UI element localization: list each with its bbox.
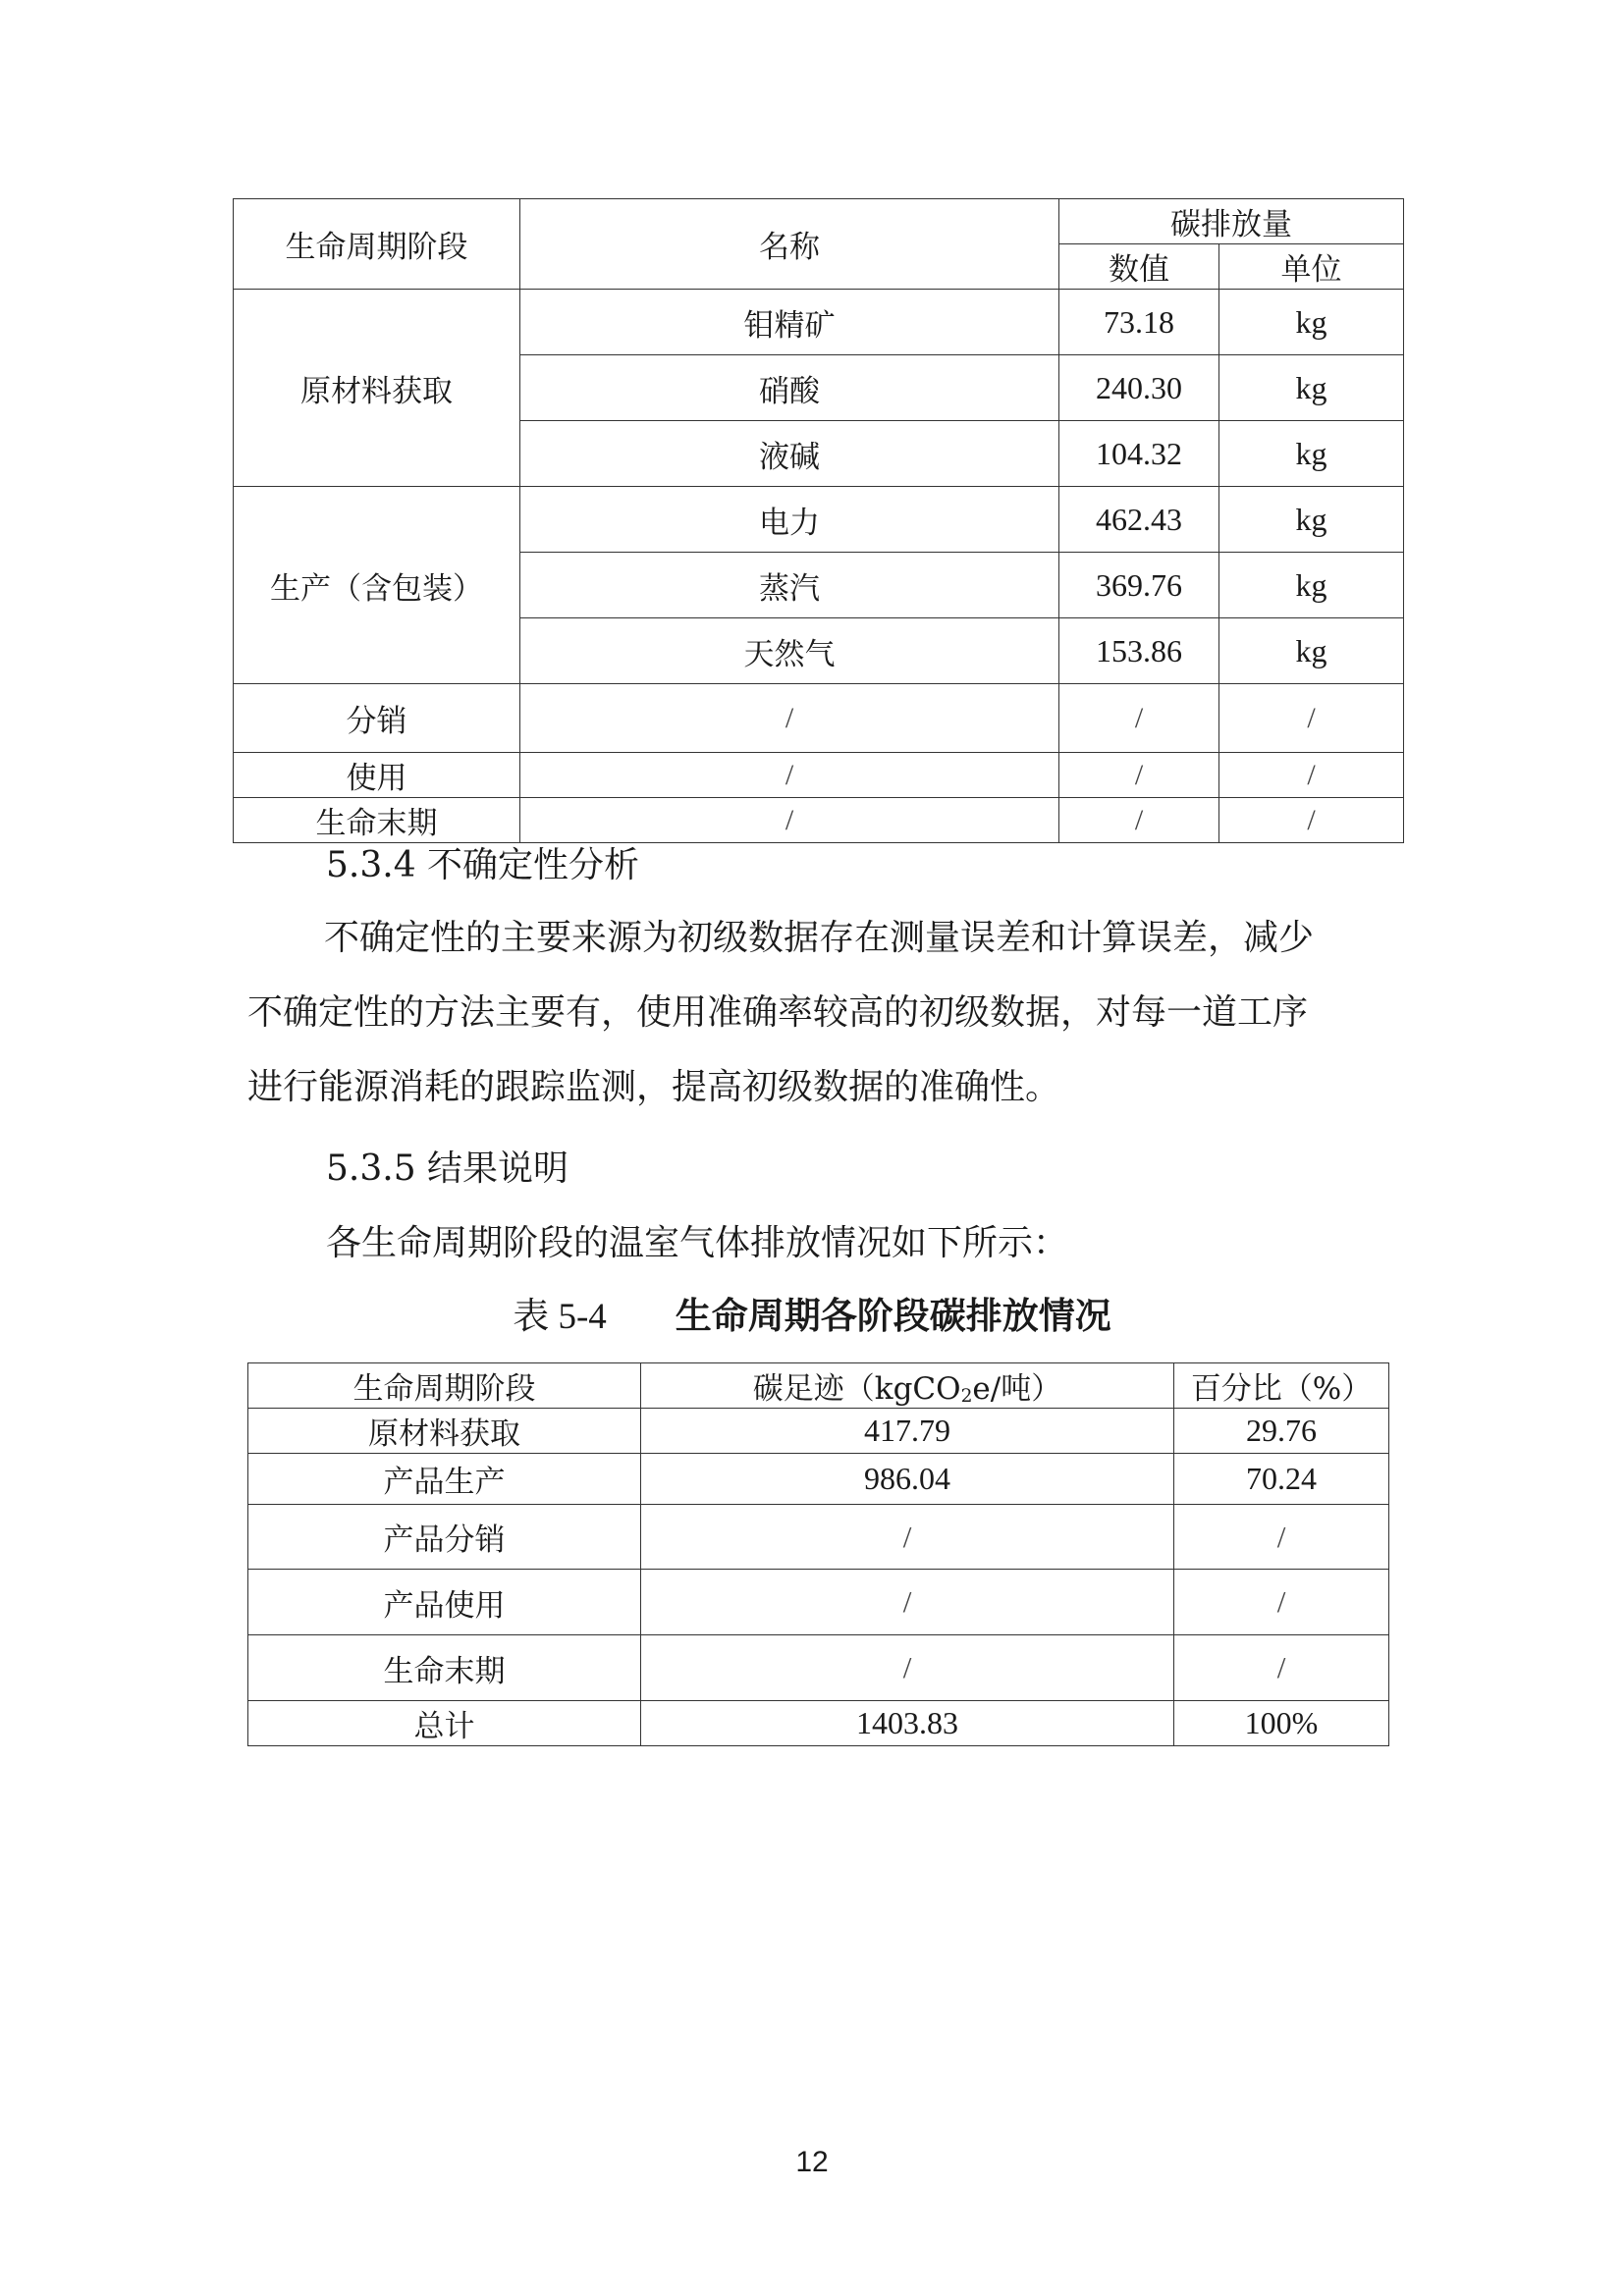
header-footprint: 碳足迹（kgCO$_2$e/吨） [641,1363,1174,1409]
table-row [248,1409,1389,1454]
name-cell: 蒸汽 [520,553,1059,618]
footprint-cell: 986.04 [641,1454,1174,1505]
name-cell: 液碱 [520,421,1059,487]
stage-cell: 总计 [248,1701,641,1746]
value-cell: / [1059,684,1219,753]
value-cell: 240.30 [1059,355,1219,421]
stage-cell: 使用 [234,753,520,798]
header-value: 数值 [1059,244,1219,290]
table-row [248,1570,1389,1635]
value-cell: 462.43 [1059,487,1219,553]
table-row [248,1635,1389,1701]
header-emission: 碳排放量 [1059,199,1404,244]
section-535-heading: 5.3.5 结果说明 [326,1148,569,1189]
unit-cell: kg [1219,553,1404,618]
percent-cell: 29.76 [1174,1409,1389,1454]
carbon-emission-detail-table [233,198,1404,843]
footprint-cell: 417.79 [641,1409,1174,1454]
footprint-cell: 1403.83 [641,1701,1174,1746]
unit-cell: kg [1219,290,1404,355]
percent-cell: 70.24 [1174,1454,1389,1505]
name-cell: / [520,684,1059,753]
header-stage: 生命周期阶段 [248,1363,641,1409]
paragraph-line: 不确定性的主要来源为初级数据存在测量误差和计算误差，减少 [324,918,1315,958]
name-cell: / [520,753,1059,798]
unit-cell: / [1219,684,1404,753]
footprint-cell: / [641,1570,1174,1635]
name-cell: 钼精矿 [520,290,1059,355]
caption-number: 表 5-4 [513,1297,607,1337]
table-row [234,487,1404,553]
lifecycle-summary-table [247,1362,1389,1746]
table-row [234,290,1404,355]
stage-cell: 生命末期 [248,1635,641,1701]
value-cell: 153.86 [1059,618,1219,684]
page-number: 12 [795,2146,829,2178]
footprint-cell: / [641,1635,1174,1701]
stage-cell: 产品生产 [248,1454,641,1505]
stage-cell: 生命末期 [234,798,520,843]
stage-cell: 产品使用 [248,1570,641,1635]
name-cell: / [520,798,1059,843]
value-cell: 104.32 [1059,421,1219,487]
stage-cell: 原材料获取 [234,290,520,487]
value-cell: 73.18 [1059,290,1219,355]
table-row [234,798,1404,843]
value-cell: / [1059,798,1219,843]
section-534-heading: 5.3.4 不确定性分析 [326,845,640,885]
unit-cell: kg [1219,487,1404,553]
value-cell: 369.76 [1059,553,1219,618]
header-stage: 生命周期阶段 [234,199,520,290]
footprint-cell: / [641,1505,1174,1570]
unit-cell: kg [1219,421,1404,487]
percent-cell: / [1174,1570,1389,1635]
unit-cell: / [1219,753,1404,798]
stage-cell: 产品分销 [248,1505,641,1570]
header-unit: 单位 [1219,244,1404,290]
stage-cell: 分销 [234,684,520,753]
percent-cell: 100% [1174,1701,1389,1746]
table-row [234,753,1404,798]
table-row [248,1505,1389,1570]
table-row [248,1701,1389,1746]
table-row [248,1454,1389,1505]
header-percent: 百分比（%） [1174,1363,1389,1409]
name-cell: 硝酸 [520,355,1059,421]
percent-cell: / [1174,1505,1389,1570]
unit-cell: kg [1219,355,1404,421]
stage-cell: 生产（含包装） [234,487,520,684]
paragraph-line: 不确定性的方法主要有，使用准确率较高的初级数据，对每一道工序 [247,992,1309,1033]
paragraph-line: 进行能源消耗的跟踪监测，提高初级数据的准确性。 [247,1067,1061,1107]
header-name: 名称 [520,199,1059,290]
percent-cell: / [1174,1635,1389,1701]
table-caption [0,1286,1624,1339]
name-cell: 电力 [520,487,1059,553]
section-535-intro: 各生命周期阶段的温室气体排放情况如下所示： [326,1223,1069,1263]
unit-cell: / [1219,798,1404,843]
table-row [234,684,1404,753]
caption-title: 生命周期各阶段碳排放情况 [675,1294,1111,1337]
value-cell: / [1059,753,1219,798]
unit-cell: kg [1219,618,1404,684]
name-cell: 天然气 [520,618,1059,684]
stage-cell: 原材料获取 [248,1409,641,1454]
